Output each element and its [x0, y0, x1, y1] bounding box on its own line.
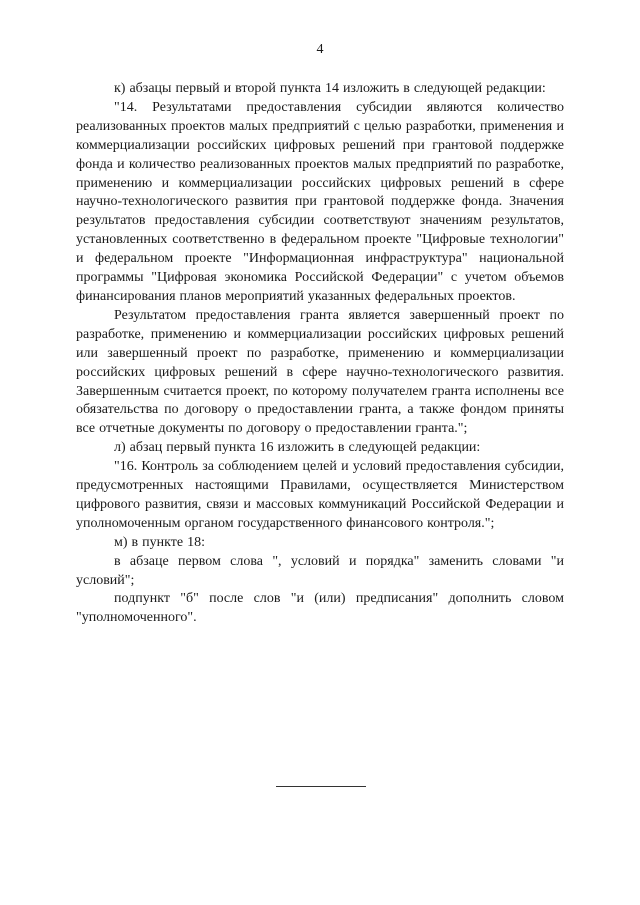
document-body [76, 80, 564, 628]
paragraph-item-18-b: подпункт "б" после слов "и (или) предписания" дополнить словом "уполномоченного". [76, 591, 564, 626]
paragraph-grant-result: Результатом предоставления гранта является завершенный проект по разработке, применению и коммерциализации российских цифровых решений или завершенный проект по разработке, применению и коммерциализации российских цифровых решений в сфере научно-технологического развития. Завершенным считается проект, по которому получателем гранта исполнены все обязательства по договору о предоставлении гранта, а также фондом приняты все отчетные документы по договору о предоставлении гранта."; [76, 307, 564, 437]
paragraph-item-14: "14. Результатами предоставления субсидии являются количество реализованных проектов малых предприятий с целью разработки, применения и коммерциализации российских цифровых решений при грантовой поддержке фонда и количество реализованных проектов малых предприятий по разработке, применению и коммерциализации российских цифровых решений в сфере научно-технологического развития при грантовой поддержке фонда. Значения результатов предоставления субсидии соответствуют значениям результатов, установленных соответственно в федеральном проекте "Цифровые технологии" и федеральном проекте "Информационная инфраструктура" национальной программы "Цифровая экономика Российской Федерации" с учетом объемов финансирования планов мероприятий указанных федеральных проектов. [76, 99, 564, 304]
paragraph-m-intro: м) в пункте 18: [114, 534, 205, 550]
paragraph-item-18-first: в абзаце первом слова ", условий и порядка" заменить словами "и условий"; [76, 553, 564, 588]
end-separator-line [276, 786, 366, 787]
page-number: 4 [316, 42, 324, 57]
paragraph-k-intro: к) абзацы первый и второй пункта 14 изложить в следующей редакции: [114, 81, 546, 96]
paragraph-l-intro: л) абзац первый пункта 16 изложить в следующей редакции: [114, 440, 481, 456]
paragraph-item-16: "16. Контроль за соблюдением целей и условий предоставления субсидии, предусмотренных настоящими Правилами, осуществляется Министерством цифрового развития, связи и массовых коммуникаций Российской Федерации и уполномоченным органом государственного финансового контроля."; [76, 459, 564, 531]
